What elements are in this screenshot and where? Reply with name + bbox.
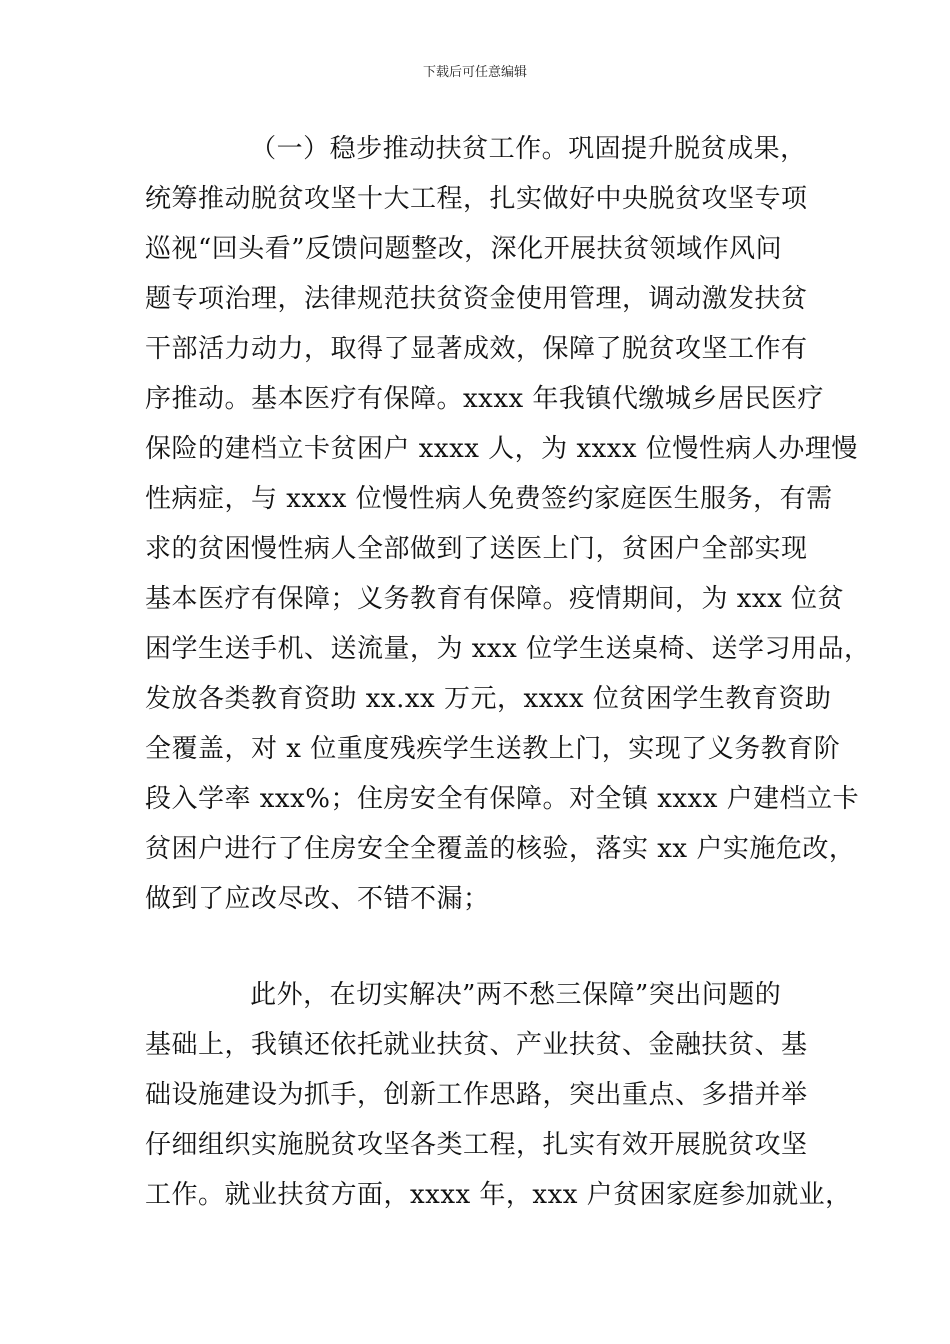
text-line: 做到了应改尽改、不错不漏； (145, 884, 490, 914)
text-line: 统筹推动脱贫攻坚十大工程，扎实做好中央脱贫攻坚专项 (145, 184, 808, 214)
text-line: 此外，在切实解决”两不愁三保障”突出问题的 (145, 980, 782, 1010)
text-line: （一）稳步推动扶贫工作。巩固提升脱贫成果， (145, 134, 807, 164)
text-line: 序推动。基本医疗有保障。xxxx 年我镇代缴城乡居民医疗 (145, 384, 824, 414)
text-line: 性病症，与 xxxx 位慢性病人免费签约家庭医生服务，有需 (145, 484, 833, 514)
text-line: 工作。就业扶贫方面，xxxx 年，xxx 户贫困家庭参加就业， (145, 1180, 852, 1210)
text-line: 础设施建设为抓手，创新工作思路，突出重点、多措并举 (145, 1080, 808, 1110)
paragraph-2 (145, 970, 852, 1220)
text-line: 困学生送手机、送流量，为 xxx 位学生送桌椅、送学习用品， (145, 634, 871, 664)
text-line: 基本医疗有保障；义务教育有保障。疫情期间，为 xxx 位贫 (145, 584, 845, 614)
text-line: 贫困户进行了住房安全全覆盖的核验，落实 xx 户实施危改， (145, 834, 856, 864)
text-line: 发放各类教育资助 xx.xx 万元，xxxx 位贫困学生教育资助 (145, 684, 832, 714)
text-line: 段入学率 xxx%；住房安全有保障。对全镇 xxxx 户建档立卡 (145, 784, 860, 814)
text-line: 仔细组织实施脱贫攻坚各类工程，扎实有效开展脱贫攻坚 (145, 1130, 808, 1160)
text-line: 题专项治理，法律规范扶贫资金使用管理，调动激发扶贫 (145, 284, 808, 314)
text-line: 保险的建档立卡贫困户 xxxx 人，为 xxxx 位慢性病人办理慢 (145, 434, 858, 464)
paragraph-1 (145, 124, 871, 924)
text-line: 全覆盖，对 x 位重度残疾学生送教上门，实现了义务教育阶 (145, 734, 841, 764)
text-line: 求的贫困慢性病人全部做到了送医上门，贫困户全部实现 (145, 534, 808, 564)
page-header: 下载后可任意编辑 (422, 65, 527, 80)
text-line: 干部活力动力，取得了显著成效，保障了脱贫攻坚工作有 (145, 334, 808, 364)
text-line: 巡视“回头看”反馈问题整改，深化开展扶贫领域作风问 (145, 234, 783, 264)
text-line: 基础上，我镇还依托就业扶贫、产业扶贫、金融扶贫、基 (145, 1030, 808, 1060)
